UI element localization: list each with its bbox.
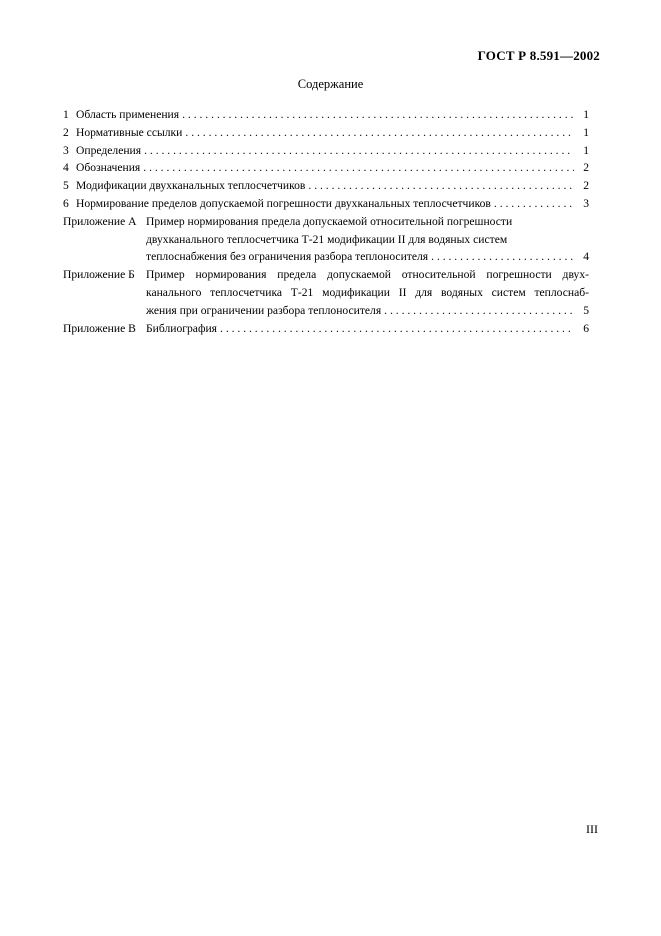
document-code: ГОСТ Р 8.591—2002 (477, 48, 600, 63)
toc-entry-number: 3 (63, 143, 69, 157)
toc-entry-section-6[interactable] (63, 195, 589, 213)
toc-entry-number: 4 (63, 161, 69, 175)
toc-entry-number: 6 (63, 196, 69, 210)
toc-entry-page: 2 (583, 161, 589, 175)
appendix-prefix: Приложение В (63, 321, 136, 335)
toc-entry-section-5[interactable] (63, 177, 589, 195)
toc-entry-section-4[interactable] (63, 159, 589, 177)
appendix-prefix: Приложение А (63, 214, 137, 228)
dot-leader (144, 142, 574, 160)
toc-entry-section-3[interactable] (63, 142, 589, 160)
toc-entry-appendix-b[interactable] (63, 266, 589, 319)
toc-entry-number: 1 (63, 108, 69, 121)
toc-entry-page: 4 (583, 250, 589, 264)
toc-entry-appendix-v[interactable] (63, 320, 589, 338)
dot-leader (182, 106, 574, 124)
dot-leader (308, 177, 574, 195)
toc-entry-section-1[interactable] (63, 106, 589, 124)
toc-entry-label: Обозначения (76, 161, 141, 175)
toc-entry-number: 5 (63, 179, 69, 193)
toc-entry-label: Нормирование пределов допускаемой погрешности двухканальных теплосчетчиков (76, 196, 491, 210)
toc-entry-section-2[interactable] (63, 124, 589, 142)
dot-leader (431, 248, 574, 266)
appendix-title-line: Пример нормирования предела допускаемой относительной погрешности двух- (146, 268, 589, 282)
toc-entry-label: Область применения (76, 108, 180, 121)
toc-title: Содержание (297, 77, 364, 91)
toc-entry-page: 5 (583, 303, 589, 317)
appendix-prefix: Приложение Б (63, 268, 135, 282)
toc-entry-page: 3 (583, 196, 589, 210)
toc-entry-page: 1 (583, 108, 589, 121)
toc-entry-label: Определения (76, 143, 142, 157)
toc-entry-label: Нормативные ссылки (76, 125, 183, 139)
toc-entry-page: 1 (583, 143, 589, 157)
toc-entry-page: 2 (583, 179, 589, 193)
appendix-title-line: Пример нормирования предела допускаемой относительной погрешности (146, 214, 513, 228)
toc-entry-label: Модификации двухканальных теплосчетчиков (76, 179, 306, 193)
toc-entry-page: 1 (583, 125, 589, 139)
appendix-title-line: двухканального теплосчетчика Т-21 модификации II для водяных систем (146, 232, 508, 246)
appendix-title-line: Библиография (146, 321, 218, 335)
dot-leader (185, 124, 574, 142)
dot-leader (494, 195, 574, 213)
dot-leader (220, 320, 574, 338)
table-of-contents (63, 106, 589, 337)
toc-entry-number: 2 (63, 125, 69, 139)
toc-entry-appendix-a[interactable] (63, 213, 589, 266)
appendix-title-line: канального теплосчетчика Т-21 модификации II для водяных систем теплоснаб- (146, 285, 589, 299)
appendix-title-line: жения при ограничении разбора теплоносителя (146, 303, 382, 317)
page-number: III (586, 822, 598, 836)
dot-leader (384, 302, 574, 320)
toc-entry-page: 6 (583, 321, 589, 335)
appendix-title-line: теплоснабжения без ограничения разбора теплоносителя (146, 250, 429, 264)
dot-leader (143, 159, 574, 177)
